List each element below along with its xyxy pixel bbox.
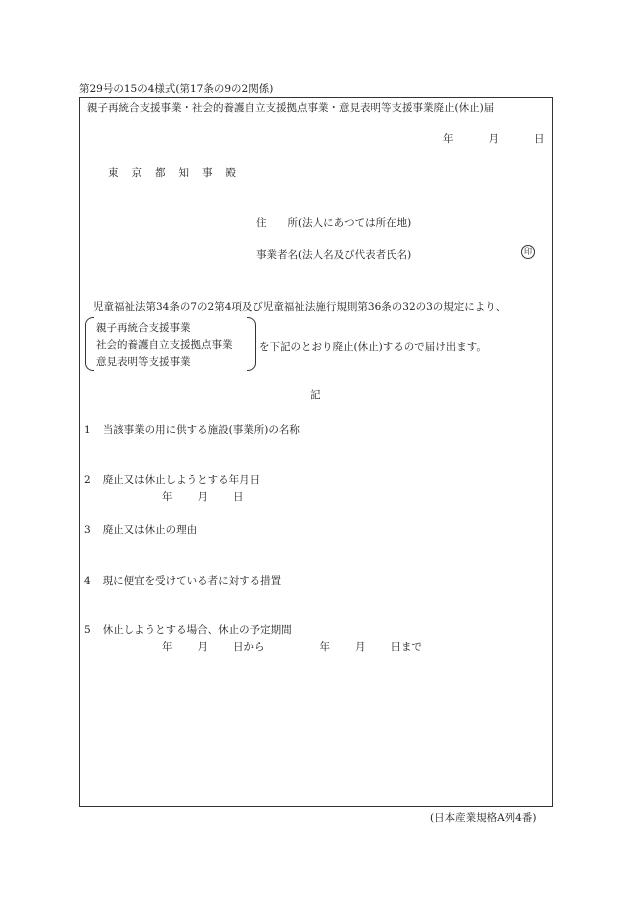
item-5-month-1: 月 [197,641,208,653]
form-number: 第29号の15の4様式(第17条の9の2関係) [79,83,274,95]
date-year: 年 [443,133,454,145]
item-5-month-2: 月 [355,641,366,653]
item-2-day: 日 [233,491,244,503]
item-5-year-1: 年 [162,641,173,653]
item-1-label: 当該事業の用に供する施設(事業所)の名称 [102,424,300,436]
item-1-number: 1 [84,424,91,436]
addressee: 東京都知事殿 [108,167,249,179]
form-frame [79,97,553,807]
item-3-label: 廃止又は休止の理由 [102,524,198,536]
date-month: 月 [488,133,499,145]
item-2-date [162,489,244,504]
item-4 [84,573,281,588]
right-bracket [247,317,256,371]
address-label: 住 所(法人にあつては所在地) [256,217,412,229]
item-5-period [162,639,422,654]
date-line [443,131,545,146]
date-day: 日 [534,133,545,145]
item-5-year-2: 年 [319,641,330,653]
name-label: 事業者名(法人名及び代表者氏名) [256,249,412,261]
item-5-label: 休止しようとする場合、休止の予定期間 [102,624,292,636]
item-3 [84,522,197,537]
item-5 [84,622,292,637]
footer-note: (日本産業規格A列4番) [430,812,537,824]
item-4-label: 現に便宜を受けている者に対する措置 [102,575,282,587]
item-4-number: 4 [84,575,91,587]
business-type-2: 社会的養護自立支援拠点事業 [96,339,233,351]
item-2-month: 月 [197,491,208,503]
item-5-number: 5 [84,624,91,636]
ki-heading: 記 [310,389,321,401]
intro-text: 児童福祉法第34条の7の2第4項及び児童福祉法施行規則第36条の32の3の規定により、 [93,301,507,313]
item-3-number: 3 [84,524,91,536]
form-title: 親子再統合支援事業・社会的養護自立支援拠点事業・意見表明等支援事業廃止(休止)届 [87,102,495,114]
item-5-day-until: 日まで [390,641,422,653]
item-2-number: 2 [84,474,91,486]
item-2-year: 年 [162,491,173,503]
item-5-day-from: 日から [233,641,265,653]
item-1 [84,422,300,437]
left-bracket [85,317,94,371]
business-type-3: 意見表明等支援事業 [96,356,191,368]
notice-text: を下記のとおり廃止(休止)するので届け出ます。 [259,341,487,353]
business-type-1: 親子再統合支援事業 [96,322,191,334]
seal-mark: 印 [521,245,535,259]
item-2-label: 廃止又は休止しようとする年月日 [102,474,261,486]
item-2 [84,472,260,487]
